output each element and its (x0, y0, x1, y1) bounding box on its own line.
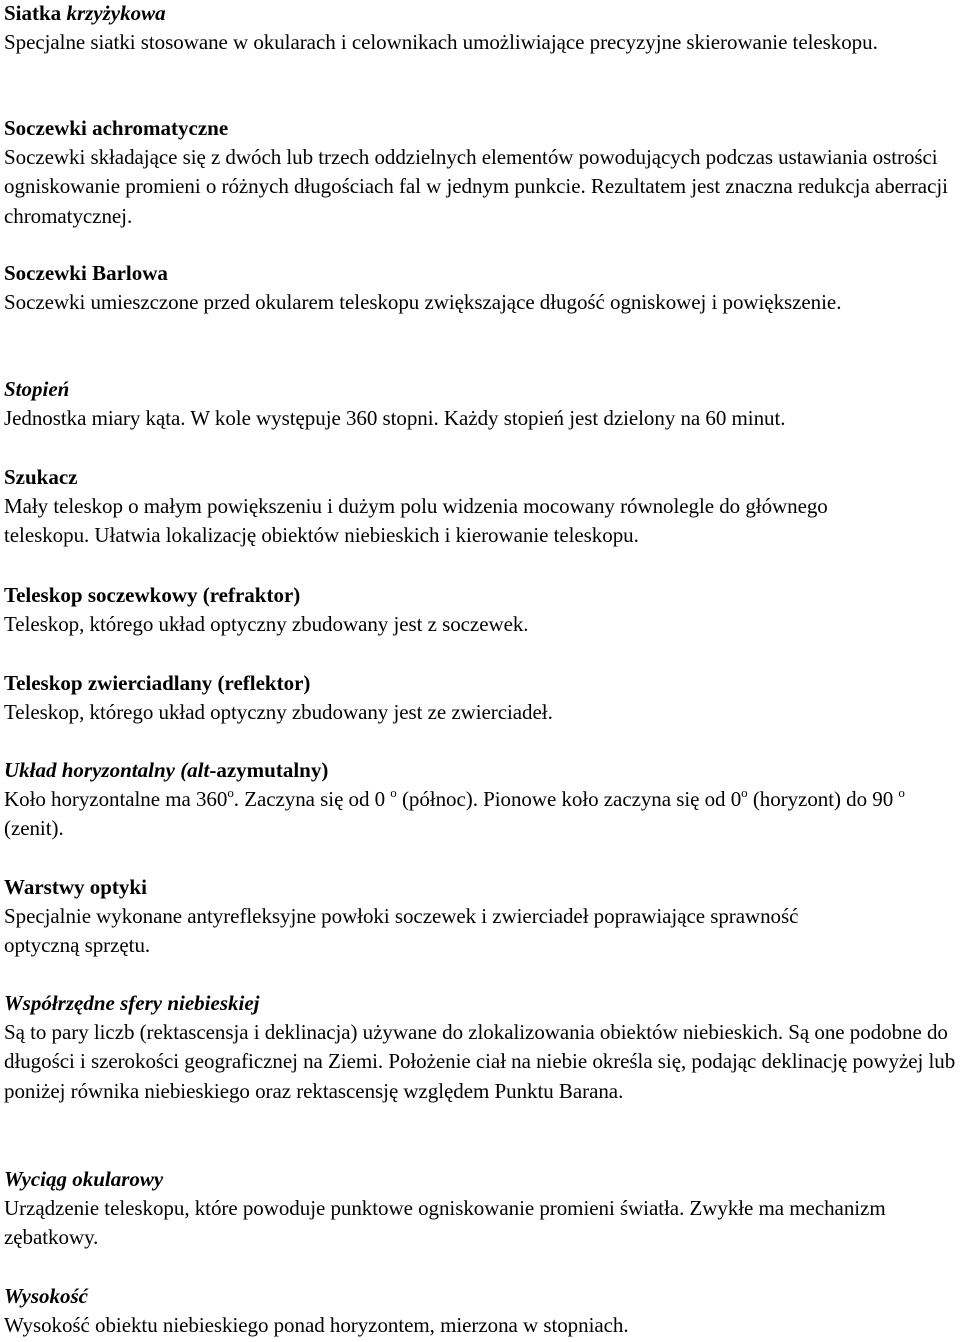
glossary-entry (4, 756, 919, 844)
entry-title-part: Warstwy optyki (4, 875, 147, 899)
entry-definition: Teleskop, którego układ optyczny zbudowany jest z soczewek. (4, 612, 529, 636)
glossary-entry (4, 114, 952, 231)
entry-title-part: Siatka (4, 1, 67, 25)
entry-title (4, 1165, 956, 1194)
entry-title-part: Stopień (4, 377, 70, 401)
glossary-entry (4, 1282, 956, 1340)
entry-title-part: Szukacz (4, 465, 78, 489)
glossary-entry (4, 375, 956, 433)
entry-definition: Specjalnie wykonane antyrefleksyjne powłoki soczewek i zwierciadeł poprawiające sprawność optyczną sprzętu. (4, 904, 799, 958)
entry-definition: Soczewki umieszczone przed okularem teleskopu zwiększające długość ogniskowej i powiększenie. (4, 290, 842, 314)
entry-definition: Specjalne siatki stosowane w okularach i celownikach umożliwiające precyzyjne skierowanie teleskopu. (4, 30, 878, 54)
entry-title (4, 989, 956, 1018)
entry-title-part: Soczewki Barlowa (4, 261, 168, 285)
entry-definition: Urządzenie teleskopu, które powoduje punktowe ogniskowanie promieni światła. Zwykłe ma mechanizm zębatkowy. (4, 1196, 886, 1250)
entry-definition: Mały teleskop o małym powiększeniu i dużym polu widzenia mocowany równolegle do głównego teleskopu. Ułatwia lokalizację obiektów niebieskich i kierowanie teleskopu. (4, 494, 828, 548)
entry-definition (4, 785, 919, 844)
definition-text: (horyzont) do 90 (747, 787, 899, 811)
definition-text: Koło horyzontalne ma 360 (4, 787, 228, 811)
degree-symbol: o (741, 785, 748, 800)
degree-symbol: o (227, 785, 234, 800)
entry-definition: Soczewki składające się z dwóch lub trzech oddzielnych elementów powodujących podczas ustawiania ostrości ogniskowanie promieni o różnych długościach fal w jednym punkcie. Rezultatem jest znaczna redukcja aberracji chromatycznej. (4, 145, 948, 228)
glossary-entry (4, 669, 956, 727)
glossary-entry (4, 0, 956, 57)
entry-definition: Wysokość obiektu niebieskiego ponad horyzontem, mierzona w stopniach. (4, 1313, 629, 1337)
entry-title-part: Układ horyzontalny (alt (4, 758, 210, 782)
entry-title-part: Wyciąg okularowy (4, 1167, 164, 1191)
entry-title (4, 114, 952, 143)
entry-title-part: -azymutalny) (209, 758, 329, 782)
definition-text: . Zaczyna się od 0 (233, 787, 391, 811)
degree-symbol: o (390, 785, 397, 800)
glossary-entry (4, 581, 956, 639)
glossary-entry (4, 1165, 956, 1253)
entry-title-part: Teleskop soczewkowy (refraktor) (4, 583, 301, 607)
entry-title-part: krzyżykowa (66, 1, 166, 25)
definition-text: (zenit). (4, 816, 64, 841)
glossary-entry (4, 873, 874, 961)
entry-title-part: Teleskop zwierciadlany (reflektor) (4, 671, 311, 695)
entry-definition: Jednostka miary kąta. W kole występuje 360 stopni. Każdy stopień jest dzielony na 60 minut. (4, 406, 786, 430)
degree-symbol: o (898, 785, 905, 800)
entry-title (4, 669, 956, 698)
entry-title (4, 581, 956, 610)
entry-title (4, 873, 874, 902)
entry-title (4, 1282, 956, 1311)
entry-title (4, 375, 956, 404)
glossary-entry (4, 463, 909, 551)
entry-title (4, 463, 909, 492)
glossary-entry (4, 259, 884, 317)
definition-text: (północ). Pionowe koło zaczyna się od 0 (396, 787, 742, 811)
entry-title-part: Soczewki achromatyczne (4, 116, 229, 140)
entry-title (4, 259, 884, 288)
entry-title-part: Wysokość (4, 1284, 88, 1308)
entry-definition: Teleskop, którego układ optyczny zbudowany jest ze zwierciadeł. (4, 700, 553, 724)
entry-definition: Są to pary liczb (rektascensja i deklinacja) używane do zlokalizowania obiektów niebieskich. Są one podobne do długości i szerokości geograficznej na Ziemi. Położenie ciał na niebie określa się, podając deklinację powyżej lub poniżej równika niebieskiego oraz rektascensję względem Punktu Barana. (4, 1020, 956, 1103)
entry-title (4, 0, 956, 28)
entry-title (4, 756, 919, 785)
glossary-entry (4, 989, 956, 1106)
entry-title-part: Współrzędne sfery niebieskiej (4, 991, 260, 1015)
